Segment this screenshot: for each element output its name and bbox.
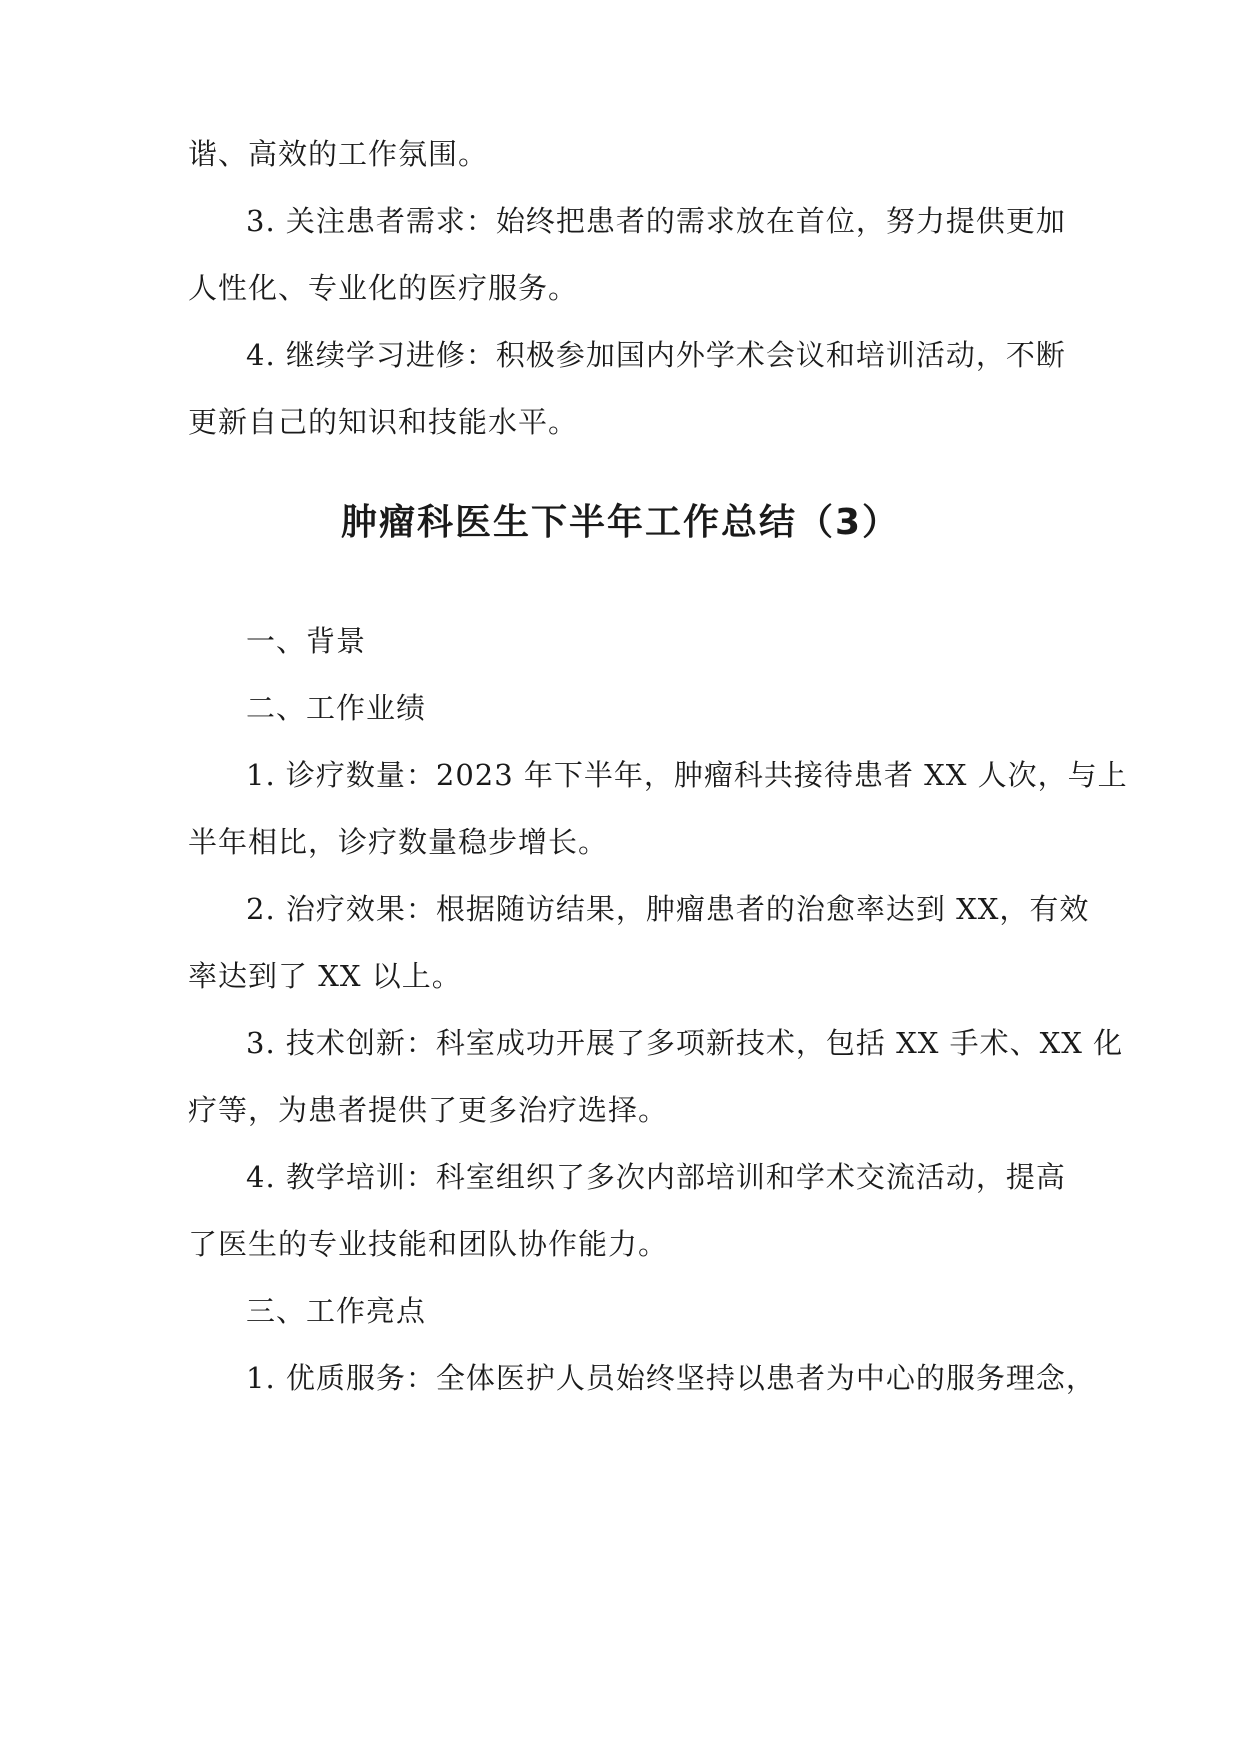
paragraph-line: 1. 诊疗数量：2023 年下半年，肿瘤科共接待患者 XX 人次，与上 xyxy=(246,758,1128,792)
paragraph-line: 半年相比，诊疗数量稳步增长。 xyxy=(188,825,609,859)
paragraph-line: 4. 教学培训：科室组织了多次内部培训和学术交流活动，提高 xyxy=(246,1160,1066,1194)
paragraph-line: 了医生的专业技能和团队协作能力。 xyxy=(188,1227,669,1261)
heading-line: 二、工作业绩 xyxy=(246,691,427,725)
heading-line: 一、背景 xyxy=(246,624,367,658)
paragraph-line: 谐、高效的工作氛围。 xyxy=(188,137,489,171)
paragraph-line: 3. 技术创新：科室成功开展了多项新技术，包括 XX 手术、XX 化 xyxy=(246,1026,1124,1060)
paragraph-line: 率达到了 XX 以上。 xyxy=(188,959,462,993)
section-title: 肿瘤科医生下半年工作总结（3） xyxy=(340,502,901,543)
paragraph-line: 疗等，为患者提供了更多治疗选择。 xyxy=(188,1093,669,1127)
paragraph-line: 4. 继续学习进修：积极参加国内外学术会议和培训活动，不断 xyxy=(246,338,1066,372)
paragraph-line: 3. 关注患者需求：始终把患者的需求放在首位，努力提供更加 xyxy=(246,204,1066,238)
paragraph-line: 1. 优质服务：全体医护人员始终坚持以患者为中心的服务理念， xyxy=(246,1361,1096,1395)
paragraph-line: 更新自己的知识和技能水平。 xyxy=(188,405,579,439)
paragraph-line: 2. 治疗效果：根据随访结果，肿瘤患者的治愈率达到 XX，有效 xyxy=(246,892,1090,926)
paragraph-line: 人性化、专业化的医疗服务。 xyxy=(188,271,579,305)
heading-line: 三、工作亮点 xyxy=(246,1294,427,1328)
